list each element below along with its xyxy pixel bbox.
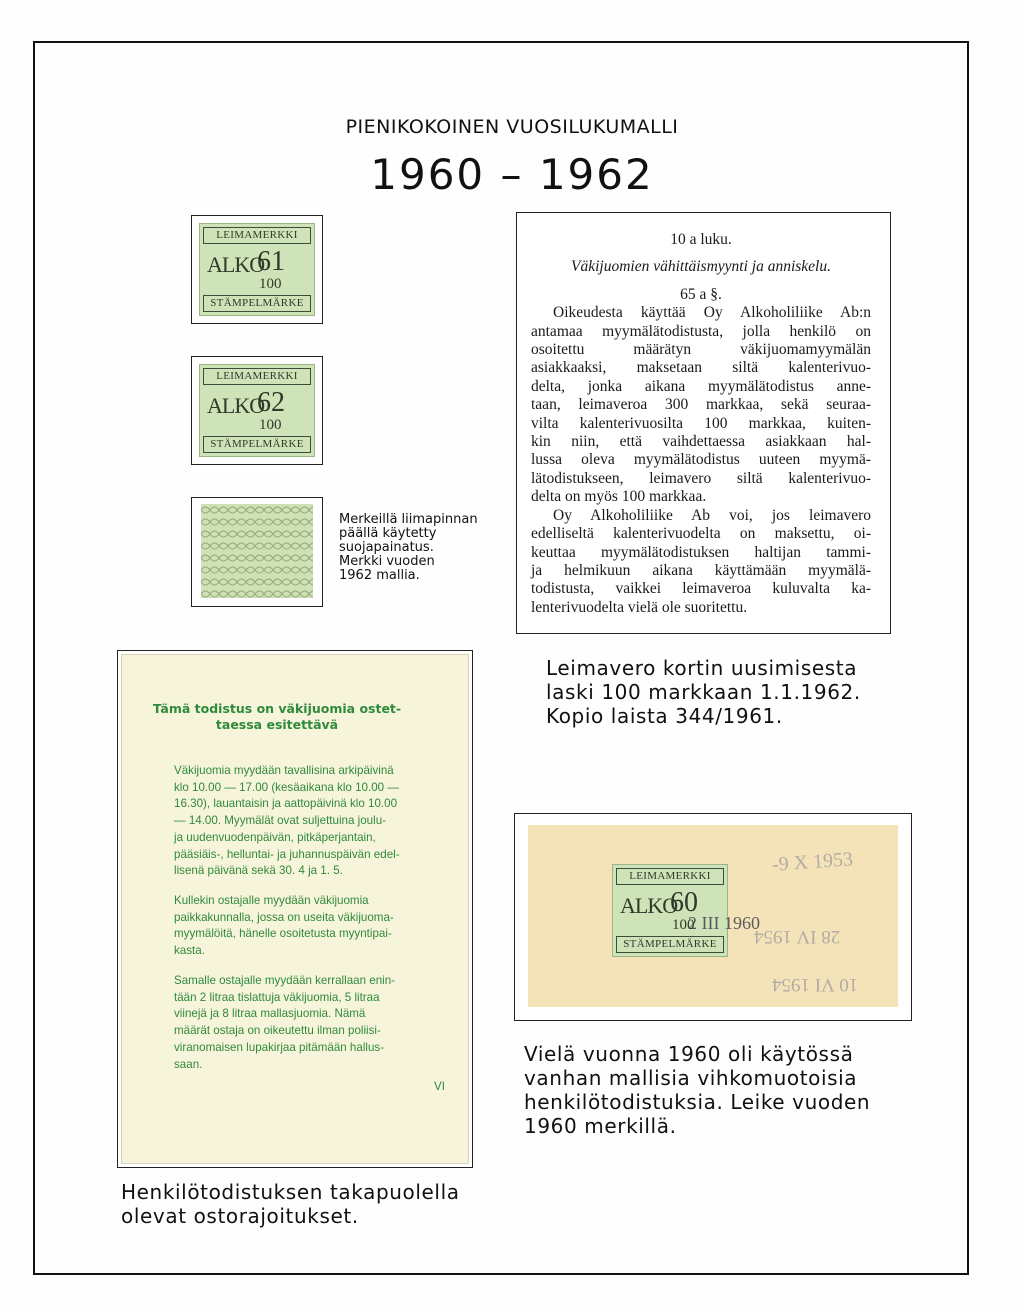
law-line: delta, jonka aikana myymälätodistus anne- bbox=[531, 377, 871, 395]
card-line: — 14.00. Myymälät ovat suljettuina joulu- bbox=[174, 814, 387, 828]
law-chapter: 10 a luku. bbox=[670, 231, 732, 248]
stamp-denomination: 100 bbox=[672, 917, 695, 933]
postmark: -9 X 1953 bbox=[771, 848, 854, 876]
stamp-number: 60 bbox=[670, 887, 698, 918]
caption-tax bbox=[546, 656, 861, 728]
law-line: Oikeudesta käyttää Oy Alkoholiliike Ab:n bbox=[553, 304, 871, 322]
identity-card-mount bbox=[117, 650, 473, 1168]
stamp-brand: ALKO bbox=[207, 393, 265, 418]
card-line: 16.30), lauantaisin ja aattopäivinä klo 10.00 bbox=[174, 797, 398, 811]
stamp-mount-61 bbox=[191, 215, 323, 324]
booklet-clipping bbox=[528, 825, 898, 1007]
caption-line: vanhan mallisia vihkomuotoisia bbox=[524, 1066, 858, 1090]
law-line: lussa oleva myymälätodistus uuteen myymä- bbox=[531, 451, 871, 469]
law-heading: Väkijuomien vähittäismyynti ja anniskelu. bbox=[570, 258, 831, 276]
law-line: asiakkaaksi, maksetaan siltä kalenterivuo- bbox=[531, 359, 871, 377]
page-title-years: 1960 – 1962 bbox=[370, 150, 654, 199]
caption-line: Henkilötodistuksen takapuolella bbox=[121, 1180, 460, 1204]
identity-card-back bbox=[121, 654, 469, 1164]
stamp-brand: ALKO bbox=[207, 252, 265, 277]
card-hours-paragraph bbox=[174, 763, 439, 880]
stamp-mount-reverse bbox=[191, 497, 323, 607]
stamp-bottom-label: STÄMPELMÄRKE bbox=[203, 436, 311, 453]
card-line: viranomaisen lupakirjaa pitämään hallus- bbox=[174, 1040, 385, 1054]
law-line: taan, leimaveroa 300 markkaa, sekä seuraa- bbox=[531, 396, 871, 414]
law-line: delta on myös 100 markkaa. bbox=[531, 488, 707, 506]
card-quantity-paragraph bbox=[174, 973, 439, 1073]
stamp-mount-62 bbox=[191, 356, 323, 465]
card-line: lisenä päivänä sekä 30. 4 ja 1. 5. bbox=[174, 864, 343, 878]
caption-line: henkilötodistuksia. Leike vuoden bbox=[524, 1090, 871, 1114]
law-line: edelliseltä kalenterivuodelta on maksettu, oi- bbox=[531, 525, 871, 543]
law-section: 65 a §. bbox=[680, 285, 722, 303]
card-line: viinejä ja 8 litraa mallasjuomia. Nämä bbox=[174, 1007, 366, 1021]
stamp-60 bbox=[612, 864, 728, 957]
law-line: Oy Alkoholiliike Ab voi, jos leimavero bbox=[553, 506, 871, 524]
stamp-61 bbox=[199, 223, 315, 316]
caption-card bbox=[121, 1180, 460, 1228]
card-heading bbox=[142, 701, 412, 733]
law-text bbox=[531, 231, 871, 617]
law-line: lenterivuodelta vielä ole suoritettu. bbox=[531, 598, 748, 616]
card-line: Väkijuomia myydään tavallisina arkipäivinä bbox=[174, 764, 394, 777]
card-line: määrät ostaja on oikeutettu ilman poliisi- bbox=[174, 1024, 381, 1038]
gum-note-line: suojapainatus. bbox=[339, 540, 434, 555]
gum-note-line: Merkki vuoden bbox=[339, 554, 435, 569]
law-line: keuttaa myymälätodistuksen haltijan tammi- bbox=[531, 543, 871, 561]
caption-line: olevat ostorajoitukset. bbox=[121, 1204, 359, 1228]
card-locality-paragraph bbox=[174, 893, 439, 960]
law-text-clipping bbox=[516, 212, 891, 634]
law-line: todistusta, vaikkei leimaveroa kuluvalta ka- bbox=[531, 580, 871, 598]
card-line: saan. bbox=[174, 1057, 203, 1071]
gum-lace-pattern bbox=[201, 504, 313, 598]
postmark: 28 IV 1954 bbox=[754, 926, 841, 947]
law-line: osoitettu määrätyn väkijuomamyymälän bbox=[531, 341, 871, 359]
page-subtitle: PIENIKOKOINEN VUOSILUKUMALLI bbox=[345, 116, 679, 138]
card-line: myymälöitä, hänelle osoitetusta myyntipai- bbox=[174, 927, 392, 941]
law-line: lätodistukseen, leimavero siltä kalenterivuo- bbox=[531, 469, 871, 487]
caption-line: laski 100 markkaan 1.1.1962. bbox=[546, 680, 861, 704]
card-line: ja uudenvuodenpäivän, pitkäperjantain, bbox=[174, 830, 376, 844]
stamp-top-label: LEIMAMERKKI bbox=[203, 368, 311, 385]
stamp-denomination: 100 bbox=[259, 417, 282, 433]
caption-clipping bbox=[524, 1042, 870, 1138]
caption-line: Leimavero kortin uusimisesta bbox=[546, 656, 858, 680]
gum-note-line: päällä käytetty bbox=[339, 526, 437, 541]
gum-note-line: 1962 mallia. bbox=[339, 568, 420, 583]
clipping-mount bbox=[514, 813, 912, 1021]
postmark-1960: 2 III 1960 bbox=[688, 913, 760, 933]
gum-note-line: Merkeillä liimapinnan bbox=[339, 512, 478, 527]
caption-line: Kopio laista 344/1961. bbox=[546, 704, 783, 728]
stamp-top-label: LEIMAMERKKI bbox=[616, 868, 724, 885]
stamp-number: 61 bbox=[257, 246, 285, 277]
card-line: Kullekin ostajalle myydään väkijuomia bbox=[174, 894, 369, 907]
caption-line: 1960 merkillä. bbox=[524, 1114, 677, 1138]
card-line: Samalle ostajalle myydään kerrallaan enin- bbox=[174, 974, 396, 987]
stamp-bottom-label: STÄMPELMÄRKE bbox=[203, 295, 311, 312]
card-line: tään 2 litraa tislattuja väkijuomia, 5 litraa bbox=[174, 990, 380, 1004]
postmark: 10 VI 1954 bbox=[772, 974, 859, 995]
card-mark: VI bbox=[434, 1080, 445, 1093]
law-line: kin niin, että vaihdettaessa asiakkaan hal- bbox=[531, 433, 871, 451]
law-line: ja helmikuun aikana käyttämään myymälä- bbox=[531, 561, 871, 579]
card-line: paikkakunnalla, jossa on useita väkijuoma- bbox=[174, 910, 394, 924]
caption-line: Vielä vuonna 1960 oli käytössä bbox=[524, 1042, 854, 1066]
card-line: klo 10.00 — 17.00 (kesäaikana klo 10.00 — bbox=[174, 780, 399, 794]
lace-pattern-graphic bbox=[201, 504, 313, 598]
stamp-bottom-label: STÄMPELMÄRKE bbox=[616, 936, 724, 953]
gum-note bbox=[339, 513, 478, 583]
card-heading-line: Tämä todistus on väkijuomia ostet- bbox=[152, 701, 402, 716]
stamp-top-label: LEIMAMERKKI bbox=[203, 227, 311, 244]
card-line: kasta. bbox=[174, 944, 205, 958]
law-line: antamaa myymälätodistusta, jolla henkilö on bbox=[531, 322, 871, 340]
stamp-number: 62 bbox=[257, 387, 285, 418]
law-line: vilta kalenterivuosilta 100 markkaa, kuiten- bbox=[531, 414, 871, 432]
stamp-brand: ALKO bbox=[620, 893, 678, 918]
stamp-62 bbox=[199, 364, 315, 457]
card-line: pääsiäis-, helluntai- ja juhannuspäivän edel- bbox=[174, 847, 400, 861]
stamp-denomination: 100 bbox=[259, 276, 282, 292]
card-heading-line: taessa esitettävä bbox=[215, 717, 339, 732]
